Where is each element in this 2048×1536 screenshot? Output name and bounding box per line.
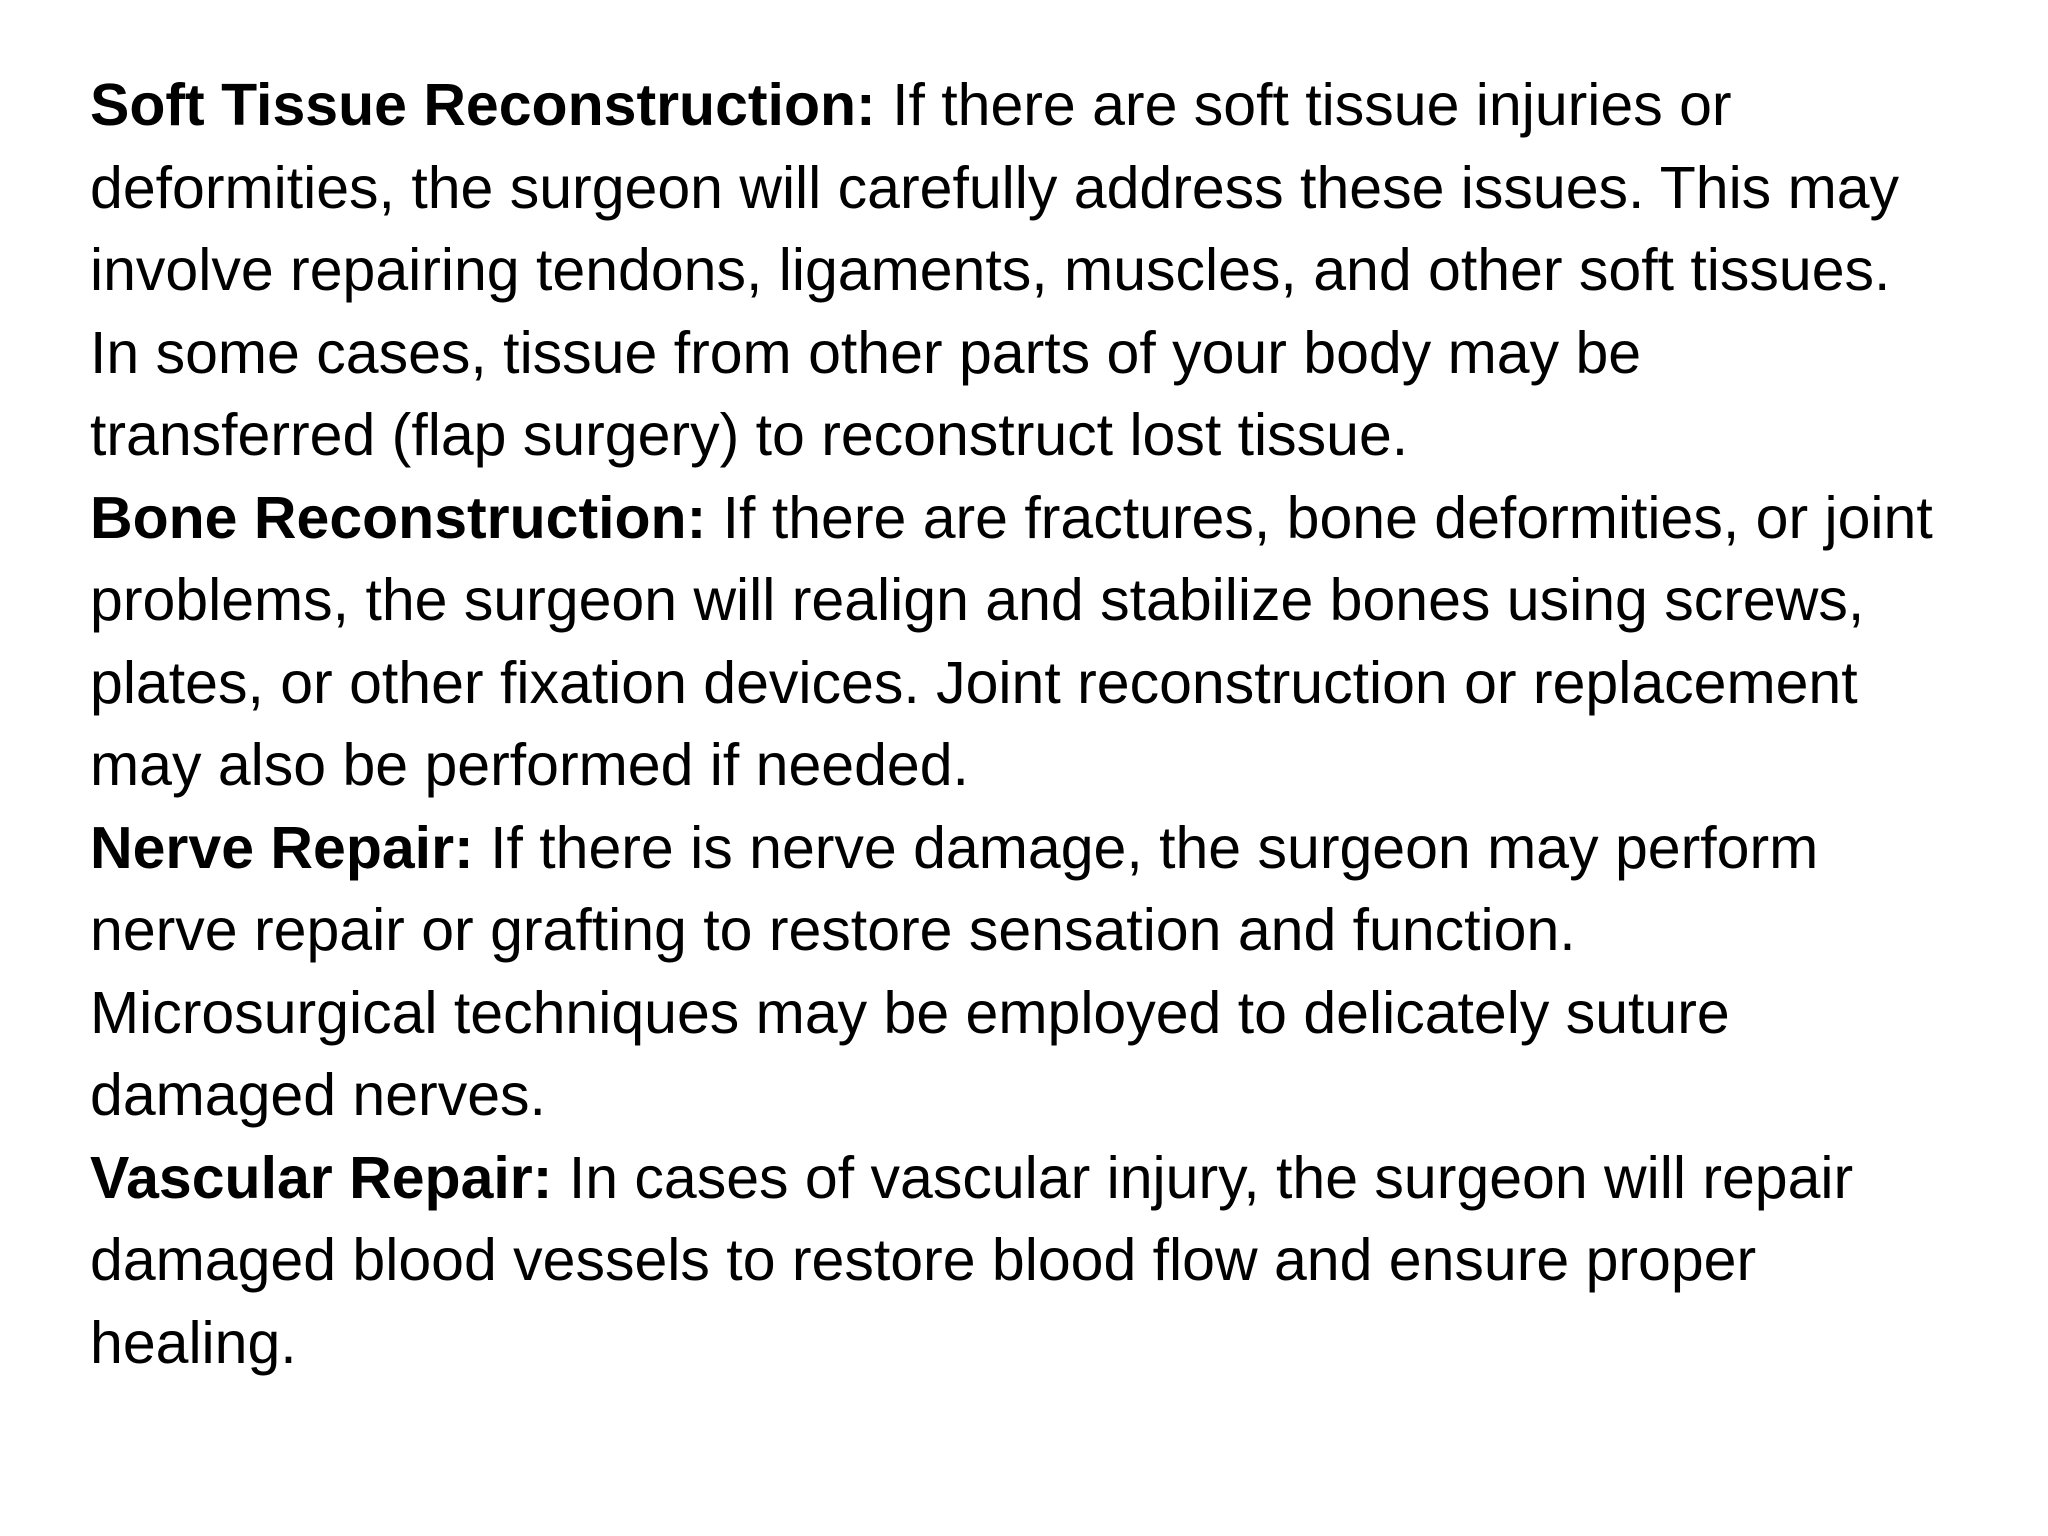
slide-body (90, 64, 2040, 1384)
section-bone (90, 477, 2040, 807)
text-line: nerve repair or grafting to restore sensation and function. (90, 897, 1576, 963)
text-line (90, 477, 2040, 560)
text-line: damaged nerves. (90, 1062, 546, 1128)
text-line: In some cases, tissue from other parts of your body may be (90, 319, 1642, 386)
text-line: damaged blood vessels to restore blood flow and ensure proper (90, 1227, 1757, 1293)
text-line: deformities, the surgeon will carefully address these issues. This may (90, 154, 1900, 221)
text-line: may also be performed if needed. (90, 732, 969, 798)
section-heading: Nerve Repair: (90, 814, 474, 881)
text-line: Microsurgical techniques may be employed to delicately suture (90, 979, 1730, 1046)
text-line (90, 807, 2040, 890)
text-line (90, 1137, 2040, 1220)
text-line: healing. (90, 1309, 297, 1376)
section-text: If there are soft tissue injuries or (875, 72, 1732, 138)
text-line: plates, or other fixation devices. Joint reconstruction or replacement (90, 649, 1858, 716)
section-heading: Bone Reconstruction: (90, 484, 707, 551)
section-text: If there are fractures, bone deformities, or joint (706, 484, 1933, 551)
section-vascular (90, 1137, 2040, 1385)
section-soft-tissue (90, 64, 2040, 477)
text-line: transferred (flap surgery) to reconstruct lost tissue. (90, 402, 1409, 468)
section-text: If there is nerve damage, the surgeon may perform (473, 814, 1819, 881)
section-text: In cases of vascular injury, the surgeon will repair (552, 1144, 1854, 1211)
section-heading: Vascular Repair: (90, 1144, 553, 1211)
text-line (90, 64, 2040, 147)
text-line: problems, the surgeon will realign and stabilize bones using screws, (90, 567, 1865, 633)
text-line: involve repairing tendons, ligaments, muscles, and other soft tissues. (90, 237, 1891, 303)
section-nerve (90, 807, 2040, 1137)
section-heading: Soft Tissue Reconstruction: (90, 72, 876, 138)
